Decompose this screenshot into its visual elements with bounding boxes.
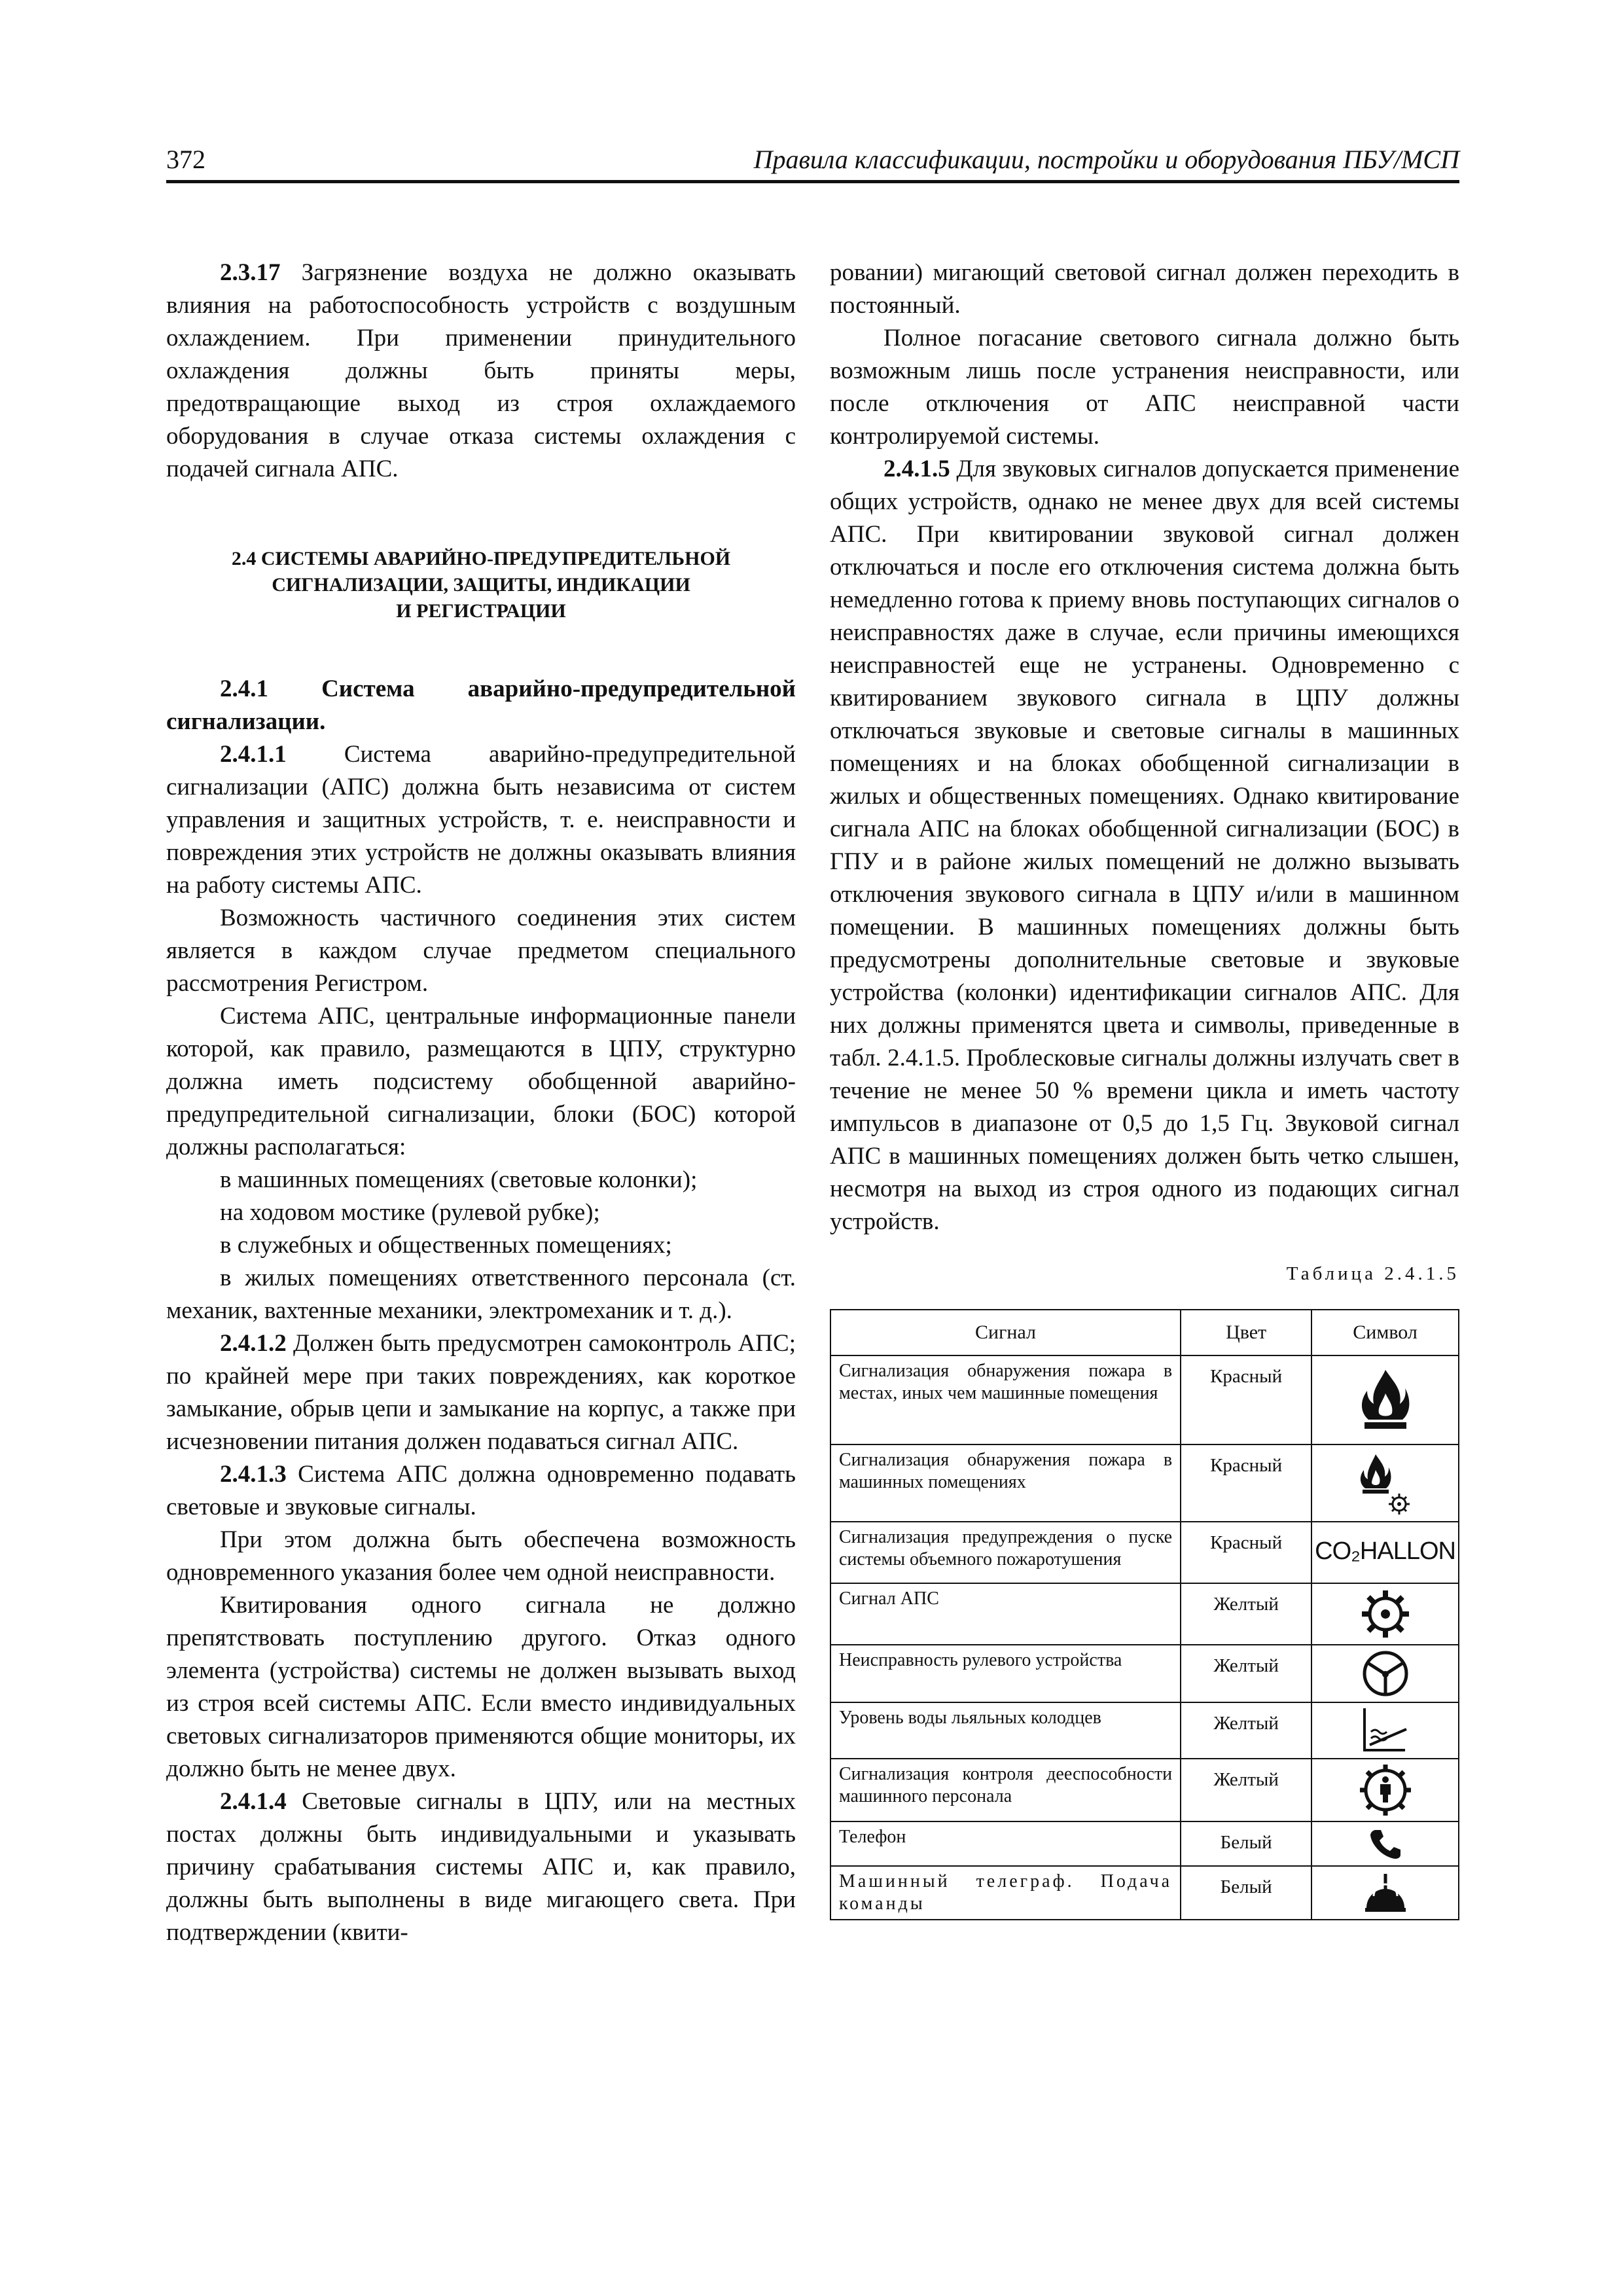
clause-number: 2.4.1.2 (220, 1330, 287, 1357)
color-cell: Белый (1181, 1821, 1311, 1866)
signal-cell: Уровень воды льяльных колодцев (830, 1702, 1181, 1759)
page-header (166, 144, 1459, 178)
paragraph-text: Система аварийно-предупредительной сигнализации (АПС) должна быть независима от систем управления и защитных устройств, т. е. неисправности и повреждения этих устройств не должны оказывать влияния на работу системы АПС. (166, 741, 796, 899)
right-column (830, 257, 1459, 1920)
paragraph: ровании) мигающий световой сигнал должен переходить в постоянный. (830, 259, 1459, 319)
signal-cell: Сигнализация предупреждения о пуске системы объемного пожаротушения (830, 1522, 1181, 1583)
table-row (830, 1645, 1459, 1702)
color-cell: Красный (1181, 1355, 1311, 1444)
header-symbol: Символ (1311, 1310, 1459, 1355)
clause-number: 2.4.1.4 (220, 1788, 287, 1815)
symbol-cell (1311, 1645, 1459, 1702)
left-column (166, 257, 796, 1949)
table-header-row (830, 1310, 1459, 1355)
symbol-cell (1311, 1702, 1459, 1759)
signal-cell: Сигнализация контроля дееспособности машинного персонала (830, 1759, 1181, 1821)
table-row (830, 1444, 1459, 1522)
paragraph: При этом должна быть обеспечена возможность одновременного указания более чем одной неисправности. (166, 1526, 796, 1586)
clause-number: 2.3.17 (220, 259, 281, 286)
signal-cell: Сигнализация обнаружения пожара в местах, иных чем машинные помещения (830, 1355, 1181, 1444)
paragraph-2-4-1-5 (830, 453, 1459, 1238)
header-signal: Сигнал (830, 1310, 1181, 1355)
color-cell: Желтый (1181, 1759, 1311, 1821)
clause-number: 2.4.1.5 (883, 456, 950, 482)
paragraph: Квитирования одного сигнала не должно препятствовать поступлению другого. Отказ одного элемента (устройства) системы не должен вызывать выход из строя всей системы АПС. Если вместо индивидуальных световых сигнализаторов применяются общие мониторы, их должно быть не менее двух. (166, 1592, 796, 1782)
list-item: в машинных помещениях (световые колонки); (220, 1166, 698, 1193)
paragraph-text: Загрязнение воздуха не должно оказывать влияния на работоспособность устройств с воздушным охлаждением. При применении принудительного охлаждения должны быть приняты меры, предотвращающие выход из строя охлаждаемого оборудования в случае отказа системы охлаждения с подачей сигнала АПС. (166, 259, 796, 482)
symbol-cell (1311, 1583, 1459, 1645)
paragraph-2-4-1-4 (166, 1785, 796, 1949)
paragraph-text: Должен быть предусмотрен самоконтроль АПС; по крайней мере при таких повреждениях, как короткое замыкание, обрыв цепи и замыкание на корпус, а также при исчезновении питания должен подаваться сигнал АПС. (166, 1330, 796, 1455)
table-row (830, 1759, 1459, 1821)
color-cell: Белый (1181, 1866, 1311, 1920)
signal-cell: Сигнал АПС (830, 1583, 1181, 1645)
steering-wheel-icon (1315, 1648, 1455, 1699)
flame-icon (1315, 1367, 1455, 1433)
table-row (830, 1522, 1459, 1583)
list-item: в жилых помещениях ответственного персонала (ст. механик, вахтенные механики, электромеханик и т. д.). (166, 1265, 796, 1324)
telephone-icon (1315, 1827, 1455, 1860)
paragraph-2-4-1-1 (166, 738, 796, 902)
gear-icon (1315, 1587, 1455, 1641)
color-cell: Желтый (1181, 1645, 1311, 1702)
color-cell: Красный (1181, 1522, 1311, 1583)
clause-number: 2.4.1.1 (220, 741, 287, 768)
bilge-level-icon (1315, 1706, 1455, 1755)
list-item: в служебных и общественных помещениях; (220, 1232, 672, 1259)
paragraph: Система АПС, центральные информационные панели которой, как правило, размещаются в ЦПУ, структурно должна иметь подсистему обобщенной аварийно-предупредительной сигнализации, блоки (БОС) которой должны располагаться: (166, 1003, 796, 1160)
table-row (830, 1821, 1459, 1866)
co2-halon-icon: CO₂HALLON (1315, 1537, 1455, 1565)
subsection-title: 2.4.1 Система аварийно-предупредительной сигнализации. (166, 675, 796, 735)
signal-cell: Неисправность рулевого устройства (830, 1645, 1181, 1702)
paragraph-text: Световые сигналы в ЦПУ, или на местных постах должны быть индивидуальными и указывать причину срабатывания системы АПС и, как правило, должны быть выполнены в виде мигающего света. При подтверждении (квити- (166, 1788, 796, 1946)
table-row (830, 1355, 1459, 1444)
section-title (166, 546, 796, 624)
symbol-cell (1311, 1522, 1459, 1583)
signal-cell: Телефон (830, 1821, 1181, 1866)
list-item: на ходовом мостике (рулевой рубке); (220, 1199, 600, 1226)
flame-gear-icon (1315, 1450, 1455, 1516)
paragraph-text: Для звуковых сигналов допускается применение общих устройств, однако не менее двух для всей системы АПС. При квитировании звуковой сигнал должен отключаться и после его отключения система должна быть немедленно готова к приему вновь поступающих сигналов о неисправностях даже в случае, если причины имеющихся неисправностей еще не устранены. Одновременно с квитированием звукового сигнала в ЦПУ должны отключаться звуковые и световые сигналы в машинных помещениях и на блоках обобщенной сигнализации в жилых и общественных помещениях. Однако квитирование сигнала АПС на блоках обобщенной сигнализации (БОС) в ГПУ и в районе жилых помещений не должно вызывать отключения звукового сигнала в ЦПУ и/или в машинном помещении. В машинных помещениях должны быть предусмотрены дополнительные световые и звуковые устройства (колонки) идентификации сигналов АПС. Для них должны применятся цвета и символы, приведенные в табл. 2.4.1.5. Проблесковые сигналы должны излучать свет в течение не менее 50 % времени цикла и иметь частоту импульсов в диапазоне от 0,5 до 1,5 Гц. Звуковой сигнал АПС в машинных помещениях должен быть четко слышен, несмотря на выход из строя одного из подающих сигнал устройств. (830, 456, 1459, 1235)
section-title-line: СИГНАЛИЗАЦИИ, ЗАЩИТЫ, ИНДИКАЦИИ (272, 574, 690, 596)
paragraph: Возможность частичного соединения этих систем является в каждом случае предметом специального рассмотрения Регистром. (166, 905, 796, 997)
table-row (830, 1866, 1459, 1920)
section-title-line: 2.4 СИСТЕМЫ АВАРИЙНО-ПРЕДУПРЕДИТЕЛЬНОЙ (231, 548, 731, 569)
clause-number: 2.4.1.3 (220, 1461, 287, 1488)
color-cell: Желтый (1181, 1583, 1311, 1645)
signal-cell: Сигнализация обнаружения пожара в машинных помещениях (830, 1444, 1181, 1522)
paragraph-2-3-17 (166, 257, 796, 486)
table-row (830, 1583, 1459, 1645)
color-cell: Желтый (1181, 1702, 1311, 1759)
paragraph-2-4-1-3 (166, 1458, 796, 1524)
running-title: Правила классификации, постройки и оборудования ПБУ/МСП (753, 145, 1459, 174)
symbol-cell (1311, 1444, 1459, 1522)
color-cell: Красный (1181, 1444, 1311, 1522)
symbol-cell (1311, 1355, 1459, 1444)
paragraph-text: Система АПС должна одновременно подавать световые и звуковые сигналы. (166, 1461, 796, 1520)
symbol-cell (1311, 1866, 1459, 1920)
section-title-line: И РЕГИСТРАЦИИ (396, 600, 566, 622)
person-gear-icon (1315, 1762, 1455, 1818)
engine-telegraph-icon (1315, 1871, 1455, 1914)
table-row (830, 1702, 1459, 1759)
page-number: 372 (166, 145, 205, 174)
paragraph: Полное погасание светового сигнала должно быть возможным лишь после устранения неисправности, или после отключения от АПС неисправной части контролируемой системы. (830, 325, 1459, 450)
symbol-cell (1311, 1821, 1459, 1866)
signals-table (830, 1309, 1459, 1920)
symbol-cell (1311, 1759, 1459, 1821)
header-rule (166, 180, 1459, 183)
header-color: Цвет (1181, 1310, 1311, 1355)
table-caption: Таблица 2.4.1.5 (1286, 1263, 1459, 1284)
signal-cell: Машинный телеграф. Подача команды (830, 1866, 1181, 1920)
paragraph-2-4-1-2 (166, 1327, 796, 1458)
